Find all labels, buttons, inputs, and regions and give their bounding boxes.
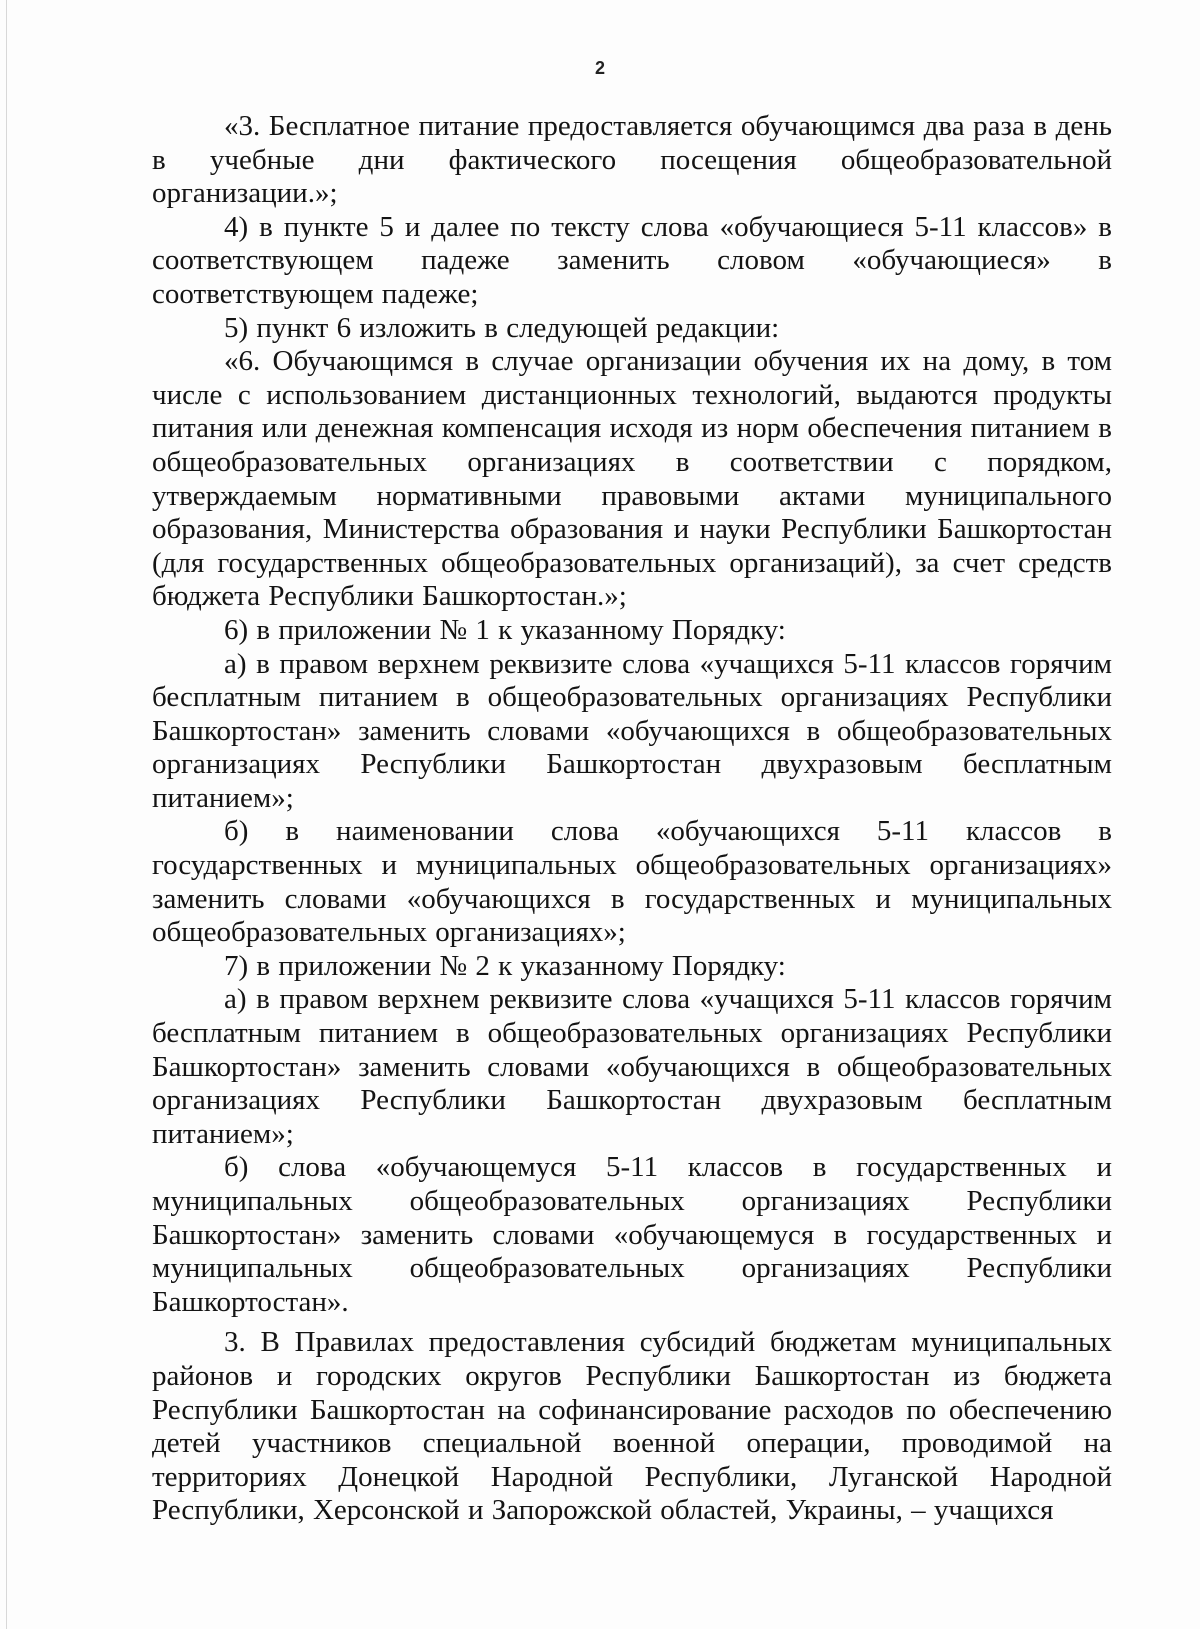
document-body bbox=[152, 110, 1112, 1528]
paragraph-item-6-home-education: «6. Обучающимся в случае организации обучения их на дому, в том числе с использованием дистанционных технологий, выдаются продукты питания или денежная компенсация исходя из норм обеспечения питанием в общеобразовательных организациях в соответствии с порядком, утверждаемым нормативными правовыми актами муниципального образования, Министерства образования и науки Республики Башкортостан (для государственных общеобразовательных организаций), за счет средств бюджета Республики Башкортостан.»; bbox=[152, 345, 1112, 613]
paragraph-sub-7-a: а) в правом верхнем реквизите слова «учащихся 5-11 классов горячим бесплатным питанием в общеобразовательных организациях Республики Башкортостан» заменить словами «обучающихся в общеобразовательных организациях Республики Башкортостан двухразовым бесплатным питанием»; bbox=[152, 983, 1112, 1150]
paragraph-sub-7: 7) в приложении № 2 к указанному Порядку: bbox=[224, 949, 786, 982]
paragraph-sub-6-b: б) в наименовании слова «обучающихся 5-11 классов в государственных и муниципальных общеобразовательных организациях» заменить словами «обучающихся в государственных и муниципальных общеобразовательных организациях»; bbox=[152, 815, 1112, 949]
paragraph-sub-5: 5) пункт 6 изложить в следующей редакции: bbox=[224, 311, 780, 344]
paragraph-sub-7-b: б) слова «обучающемуся 5-11 классов в государственных и муниципальных общеобразовательных организациях Республики Башкортостан» заменить словами «обучающемуся в государственных и муниципальных общеобразовательных организациях Республики Башкортостан». bbox=[152, 1151, 1112, 1318]
paragraph-sub-6: 6) в приложении № 1 к указанному Порядку: bbox=[224, 613, 786, 646]
paragraph-section-3: 3. В Правилах предоставления субсидий бюджетам муниципальных районов и городских округов Республики Башкортостан из бюджета Республики Башкортостан на софинансирование расходов по обеспечению детей участников специальной военной операции, проводимой на территориях Донецкой Народной Республики, Луганской Народной Республики, Херсонской и Запорожской областей, Украины, – учащихся bbox=[152, 1326, 1112, 1527]
paragraph-item-3-free-meals: «3. Бесплатное питание предоставляется обучающимся два раза в день в учебные дни фактического посещения общеобразовательной организации.»; bbox=[152, 110, 1112, 210]
paragraph-sub-4: 4) в пункте 5 и далее по тексту слова «обучающиеся 5-11 классов» в соответствующем падеже заменить словом «обучающиеся» в соответствующем падеже; bbox=[152, 210, 1112, 310]
paragraph-sub-6-a: а) в правом верхнем реквизите слова «учащихся 5-11 классов горячим бесплатным питанием в общеобразовательных организациях Республики Башкортостан» заменить словами «обучающихся в общеобразовательных организациях Республики Башкортостан двухразовым бесплатным питанием»; bbox=[152, 647, 1112, 814]
page-number: 2 bbox=[594, 58, 605, 78]
scan-edge-line bbox=[6, 0, 7, 1629]
